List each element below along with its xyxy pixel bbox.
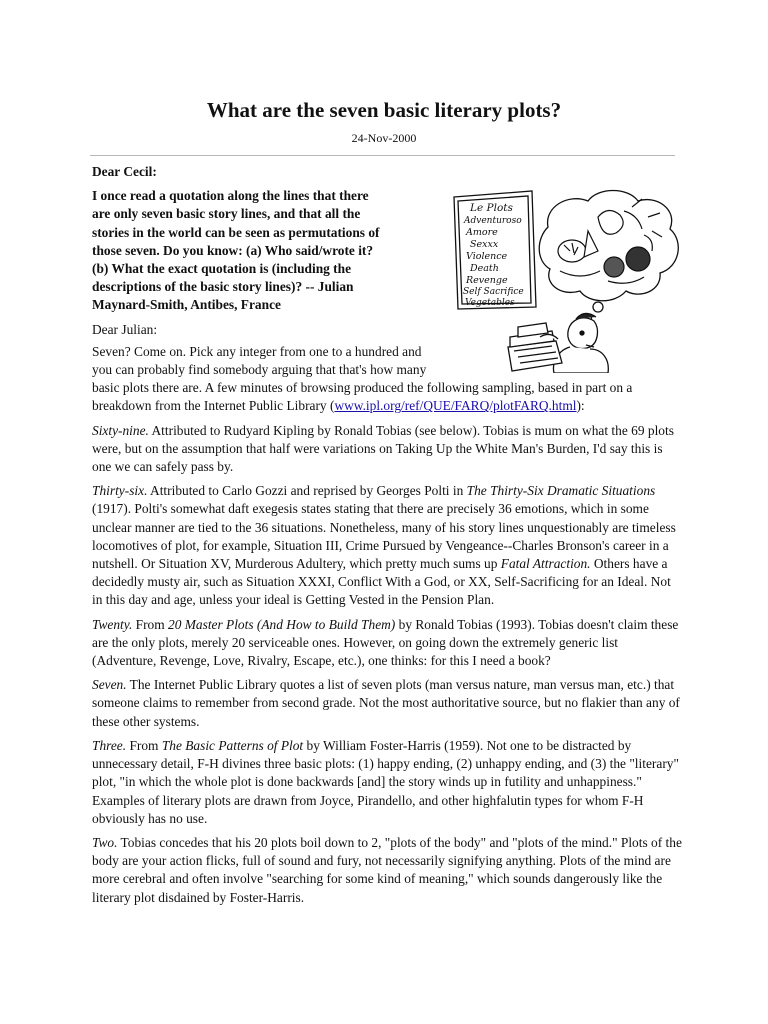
- film-title: Fatal Attraction.: [500, 556, 591, 572]
- sign-line: Violence: [466, 251, 508, 263]
- question-salutation: Dear Cecil:: [92, 164, 157, 179]
- sign-line: Amore: [466, 227, 498, 239]
- entry-label: Seven.: [92, 677, 127, 693]
- entry-label: Twenty.: [92, 616, 133, 632]
- sign-line: Sexxx: [470, 239, 499, 251]
- book-title: 20 Master Plots (And How to Build Them): [168, 616, 396, 632]
- cartoon-drawing: [448, 187, 684, 373]
- entry-sixty-nine: Sixty-nine. Attributed to Rudyard Kipling by Ronald Tobias (see below). Tobias is mum on what the 69 plots were, but on the assumption that half were variations on Taking Up the White Man's Burden, I'd say this is one we can safely pass by.: [92, 422, 674, 475]
- writer-at-typewriter-icon: [508, 314, 608, 374]
- sign-line: Revenge: [466, 275, 508, 287]
- plot-cartoon-illustration: [448, 187, 684, 373]
- ipl-plot-faq-link[interactable]: www.ipl.org/ref/QUE/FARQ/plotFARQ.html: [334, 398, 577, 414]
- sign-line: Vegetables: [465, 298, 515, 309]
- entry-label: Thirty-six.: [92, 483, 148, 499]
- entry-thirty-six: Thirty-six. Attributed to Carlo Gozzi and reprised by Georges Polti in The Thirty-Six Dramatic Situations (1917). Polti's somewhat daft exegesis states stating that there are precisely 36 emotions, which in some unclear manner are tied to the 36 situations. Nonetheless, many of his story lines unquestionably are timeless locomotives of plot, for example, Situation III, Crime Pursued by Vengeance--Charles Bronson's career in a nutshell. Or Situation XV, Murderous Adultery, which pretty much sums up Fatal Attraction. Others have a decidedly musty air, such as Situation XXXI, Conflict With a God, or XX, Self-Sacrificing for an Ideal. Not in this day and age, unless your ideal is Getting Vested in the Pension Plan.: [92, 483, 676, 608]
- entry-label: Three.: [92, 737, 127, 753]
- entry-two: Two. Tobias concedes that his 20 plots boil down to 2, "plots of the body" and "plots of the mind." Plots of the body are your action flicks, full of sound and fury, not necessarily signifying anything. Plots of the mind are more cerebral and often involve "searching for some kind of meaning," which sounds dangerously like the literary plot disdained by Foster-Harris.: [92, 834, 682, 905]
- sign-line: Adventuroso: [464, 216, 522, 227]
- reader-question: I once read a quotation along the lines that there are only seven basic story lines, and that all the stories in the world can be seen as permutations of those seven. Do you know: (a) Who said/wrote it? (b) What the exact quotation is (including the descriptions of the basic story lines)? -- Julian Maynard-Smith, Antibes, France: [92, 188, 380, 313]
- book-title: The Thirty-Six Dramatic Situations: [466, 483, 656, 499]
- answer-intro: Seven? Come on. Pick any integer from one to a hundred and you can probably find somebody arguing that that's how many basic plots there are. A few minutes of browsing produced the following sampling, based in part on a breakdown from the Internet Public Library (www.ipl.org/ref/QUE/FARQ/plotFARQ.html):: [92, 343, 633, 414]
- entry-twenty: Twenty. From 20 Master Plots (And How to Build Them) by Ronald Tobias (1993). Tobias doesn't claim these are the only plots, merely 20 serviceable ones. However, on going down the extremely generic list (Adventure, Revenge, Love, Rivalry, Escape, etc.), one thinks: for this I need a book?: [92, 616, 679, 669]
- sign-line: Death: [470, 263, 499, 275]
- entry-label: Two.: [92, 834, 118, 850]
- answer-salutation: Dear Julian:: [92, 321, 158, 337]
- book-title: The Basic Patterns of Plot: [161, 737, 304, 753]
- article-body: [92, 163, 684, 913]
- title-divider: [90, 155, 675, 156]
- article-date: 24-Nov-2000: [351, 131, 417, 145]
- sign-line: Le Plots: [470, 202, 513, 215]
- sign-line: Self Sacrifice: [463, 287, 524, 298]
- entry-three: Three. From The Basic Patterns of Plot by William Foster-Harris (1959). Not one to be distracted by unnecessary detail, F-H divines three basic plots: (1) happy ending, (2) unhappy ending, and (3) the "literary" plot, "in which the whole plot is done backwards [and] the story winds up in futility and unhappiness." Examples of literary plots are drawn from Joyce, Pirandello, and other highfalutin types for whom F-H obviously has no use.: [92, 737, 679, 826]
- entry-seven: Seven. The Internet Public Library quotes a list of seven plots (man versus nature, man versus man, etc.) that someone claims to remember from second grade. Not the most authoritative source, but no flakier than any of these other systems.: [92, 677, 680, 729]
- article-title: What are the seven basic literary plots?: [206, 98, 562, 122]
- entry-label: Sixty-nine.: [92, 422, 149, 438]
